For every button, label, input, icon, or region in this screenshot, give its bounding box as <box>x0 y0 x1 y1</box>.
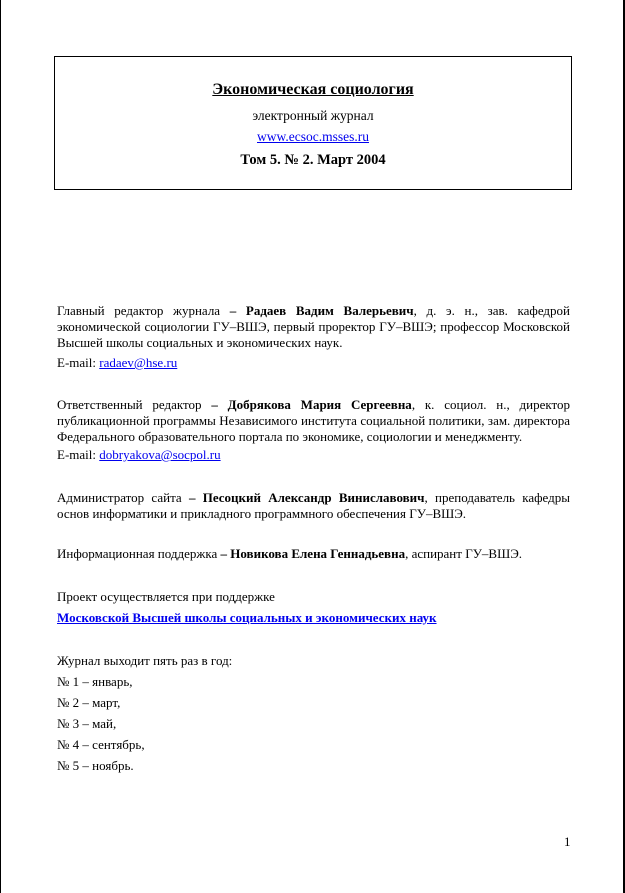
page-number: 1 <box>564 834 571 849</box>
site-admin-name: Песоцкий Александр Виниславович <box>202 490 425 505</box>
schedule-issue-item: № 2 – март, <box>57 695 121 710</box>
email-label: E-mail: <box>57 447 100 462</box>
journal-subtitle: электронный журнал <box>252 108 374 123</box>
schedule-issue-item: № 4 – сентябрь, <box>57 737 145 752</box>
info-support-paragraph <box>57 546 570 562</box>
schedule-intro: Журнал выходит пять раз в год: <box>57 653 233 668</box>
site-admin-prefix: Администратор сайта <box>57 490 182 505</box>
info-support-dash: – <box>217 546 231 561</box>
schedule-issue-item: № 5 – ноябрь. <box>57 758 134 773</box>
exec-editor-desc: , к. социол. н., директор публикационной программы Независимого института социальной политики, зам. директора Федерального образовательного портала по экономике, социологии и менеджменту. <box>57 397 570 444</box>
chief-editor-name: Радаев Вадим Валерьевич <box>245 303 414 318</box>
journal-header-box <box>54 56 572 190</box>
msses-link[interactable]: Московской Высшей школы социальных и экономических наук <box>57 610 437 625</box>
project-support-text: Проект осуществляется при поддержке <box>57 589 275 604</box>
journal-url-link[interactable]: www.ecsoc.msses.ru <box>257 129 369 144</box>
site-admin-dash: – <box>181 490 203 505</box>
chief-editor-dash: – <box>220 303 246 318</box>
info-support-desc: , аспирант ГУ–ВШЭ. <box>405 546 523 561</box>
exec-editor-dash: – <box>201 397 228 412</box>
chief-editor-email-line <box>57 355 177 371</box>
info-support-prefix: Информационная поддержка <box>57 546 218 561</box>
chief-editor-email-link[interactable]: radaev@hse.ru <box>99 355 178 370</box>
exec-editor-paragraph <box>57 397 570 445</box>
journal-title: Экономическая социология <box>212 81 414 98</box>
exec-editor-prefix: Ответственный редактор <box>57 397 202 412</box>
info-support-name: Новикова Елена Геннадьевна <box>230 546 406 561</box>
page-left-edge <box>0 0 1 893</box>
chief-editor-paragraph <box>57 303 570 351</box>
exec-editor-email-line <box>57 447 221 463</box>
site-admin-desc: , преподаватель кафедры основ информатики и прикладного программного обеспечения ГУ–ВШЭ. <box>57 490 571 521</box>
exec-editor-name: Добрякова Мария Сергеевна <box>227 397 412 412</box>
schedule-issue-item: № 1 – январь, <box>57 674 133 689</box>
journal-issue: Том 5. № 2. Март 2004 <box>240 152 386 168</box>
exec-editor-email-link[interactable]: dobryakova@socpol.ru <box>99 447 221 462</box>
email-label: E-mail: <box>57 355 100 370</box>
site-admin-paragraph <box>57 490 570 522</box>
chief-editor-prefix: Главный редактор журнала <box>57 303 221 318</box>
schedule-issue-item: № 3 – май, <box>57 716 117 731</box>
chief-editor-desc: , д. э. н., зав. кафедрой экономической социологии ГУ–ВШЭ, первый проректор ГУ–ВШЭ; профессор Московской Высшей школы социальных и экономических наук. <box>57 303 570 350</box>
